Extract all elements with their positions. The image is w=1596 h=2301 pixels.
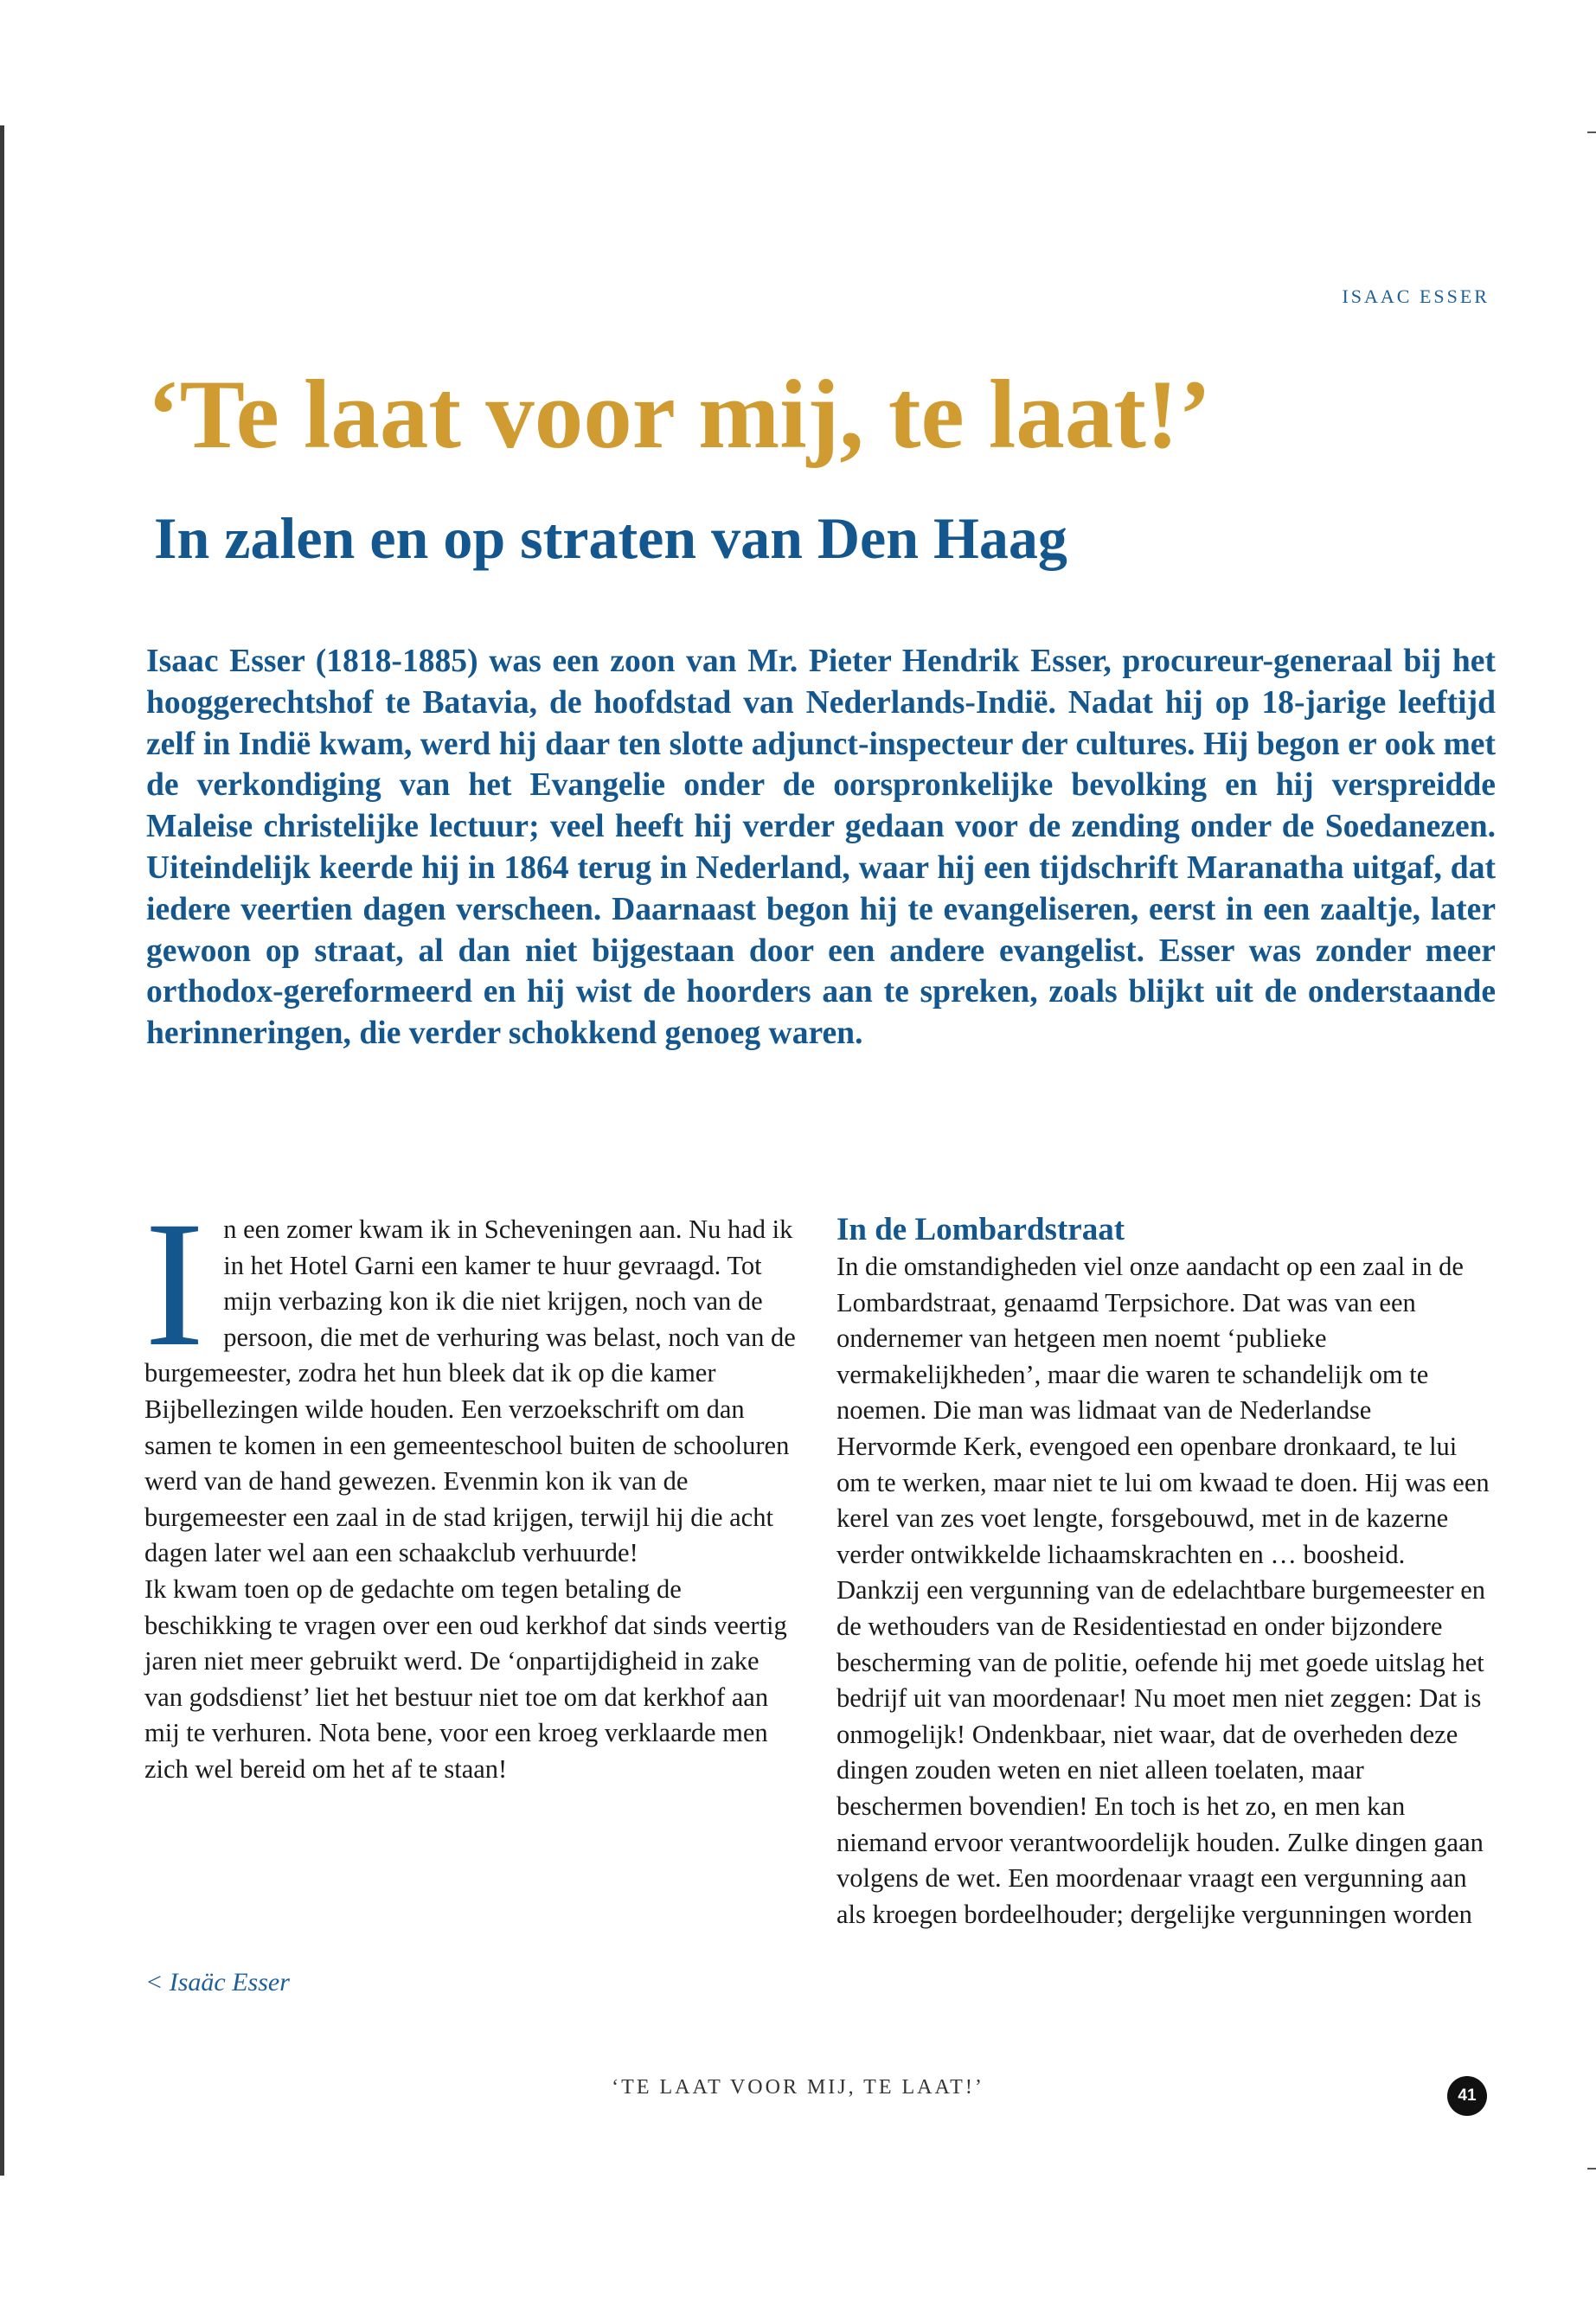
page-number-badge: 41 — [1447, 2076, 1487, 2116]
page-edge-rule — [0, 125, 4, 2176]
drop-cap: I — [144, 1184, 205, 1383]
body-paragraph-1: n een zomer kwam ik in Scheveningen aan. Nu had ik in het Hotel Garni een kamer te huur gevraagd. Tot mijn verbazing kon ik die niet krijgen, noch van de persoon, die met de verhuring was belast, noch van de burgemeester, zodra het hun bleek dat ik op die kamer Bijbellezingen wilde houden. Een verzoekschrift om dan samen te komen in een gemeenteschool buiten de schooluren werd van de hand gewezen. Evenmin kon ik van de burgemeester een zaal in de stad krijgen, terwijl hij die acht dagen later wel aan een schaakclub verhuurde! — [144, 1215, 796, 1568]
right-column — [836, 1211, 1491, 1932]
body-paragraph-2: Ik kwam toen op de gedachte om tegen betaling de beschikking te vragen over een oud kerkhof dat sinds veertig jaren niet meer gebruikt werd. De ‘onpartijdigheid in zake van godsdienst’ liet het bestuur niet toe om dat kerkhof aan mij te verhuren. Nota bene, voor een kroeg verklaarde men zich wel bereid om het af te staan! — [144, 1574, 787, 1784]
left-column — [144, 1184, 798, 1788]
article-subtitle: In zalen en op straten van Den Haag — [154, 505, 1067, 571]
article-title: ‘Te laat voor mij, te laat!’ — [147, 361, 1212, 469]
image-caption: < Isaäc Esser — [145, 1968, 290, 1997]
crop-mark-bottom — [1587, 2168, 1596, 2170]
running-head: ISAAC ESSER — [1342, 285, 1490, 307]
intro-paragraph: Isaac Esser (1818-1885) was een zoon van Mr. Pieter Hendrik Esser, procureur-generaal bij het hooggerechtshof te Batavia, de hoofdstad van Nederlands-Indië. Nadat hij op 18-jarige leeftijd zelf in Indië kwam, werd hij daar ten slotte adjunct-inspecteur der cultures. Hij begon er ook met de verkondiging van het Evangelie onder de oorspronkelijke bevolking en hij verspreidde Maleise christelijke lectuur; veel heeft hij verder gedaan voor de zending onder de Soedanezen. Uiteindelijk keerde hij in 1864 terug in Nederland, waar hij een tijdschrift Maranatha uitgaf, dat iedere veertien dagen verscheen. Daarnaast begon hij te evangeliseren, eerst in een zaaltje, later gewoon op straat, al dan niet bijgestaan door een andere evangelist. Esser was zonder meer orthodox-gereformeerd en hij wist de hoorders aan te spreken, zoals blijkt uit de onderstaande herinneringen, die verder schokkend genoeg waren. — [146, 644, 1496, 1052]
crop-mark-top — [1587, 131, 1596, 133]
body-paragraph-3: In die omstandigheden viel onze aandacht op een zaal in de Lombardstraat, genaamd Terpsichore. Dat was van een ondernemer van hetgeen men noemt ‘publieke vermakelijkheden’, maar die waren te schandelijk om te noemen. Die man was lidmaat van de Nederlandse Hervormde Kerk, evengoed een openbare dronkaard, te lui om te werken, maar niet te lui om kwaad te doen. Hij was een kerel van zes voet lengte, forsgebouwd, met in de kazerne verder ontwikkelde lichaamskrachten en … boosheid. Dankzij een vergunning van de edelachtbare burgemeester en de wethouders van de Residentiestad en onder bijzondere bescherming van de politie, oefende hij met goede uitslag het bedrijf uit van moordenaar! Nu moet men niet zeggen: Dat is onmogelijk! Ondenkbaar, niet waar, dat de overheden deze dingen zouden weten en niet alleen toelaten, maar beschermen bovendien! En toch is het zo, en men kan niemand ervoor verantwoordelijk houden. Zulke dingen gaan volgens de wet. Een moordenaar vraagt een vergunning aan als kroegen bordeelhouder; dergelijke vergunningen worden — [836, 1252, 1490, 1929]
section-heading: In de Lombardstraat — [836, 1212, 1125, 1247]
footer-running-title: ‘TE LAAT VOOR MIJ, TE LAAT!’ — [612, 2076, 984, 2099]
